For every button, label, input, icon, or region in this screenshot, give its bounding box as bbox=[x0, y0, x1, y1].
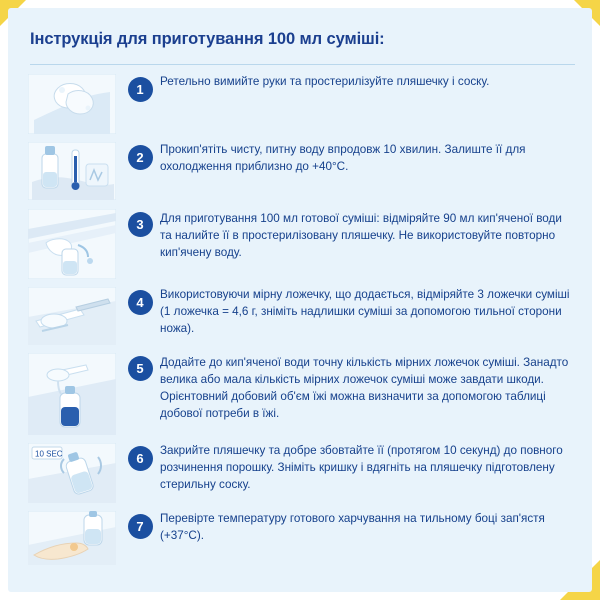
bottle-and-thermometer-icon bbox=[24, 142, 120, 200]
step-number: 7 bbox=[128, 514, 153, 539]
test-temperature-on-wrist-icon bbox=[24, 511, 120, 565]
step-number: 3 bbox=[128, 212, 153, 237]
step-text: Ретельно вимийте руки та простерилізуйте пляшечку і соску. bbox=[160, 75, 490, 88]
step-number-badge bbox=[120, 443, 160, 471]
list-item bbox=[24, 209, 584, 287]
steps-list bbox=[24, 74, 584, 571]
step-text: Прокип'ятіть чисту, питну воду впродовж 10 хвилин. Залиште її для охолодження приблизно до +40°C. bbox=[160, 143, 526, 173]
step-number-badge bbox=[120, 74, 160, 102]
washing-hands-icon bbox=[24, 74, 120, 134]
list-item bbox=[24, 142, 584, 209]
list-item bbox=[24, 353, 584, 443]
step-number: 1 bbox=[128, 77, 153, 102]
step-text: Для приготування 100 мл готової суміші: відміряйте 90 мл кип'яченої води та налийте її в простерилізовану пляшечку. Не використовуйте повторно кип'ячену воду. bbox=[160, 212, 562, 259]
step-number-badge bbox=[120, 142, 160, 170]
pouring-water-icon bbox=[24, 209, 120, 279]
measuring-spoon-level-icon bbox=[24, 287, 120, 345]
step-number: 2 bbox=[128, 145, 153, 170]
step-number: 5 bbox=[128, 356, 153, 381]
step-number: 6 bbox=[128, 446, 153, 471]
instruction-card bbox=[8, 8, 592, 592]
step-text: Закрийте пляшечку та добре збовтайте її (протягом 10 секунд) до повного розчинення порошку. Зніміть кришку і вдягніть на пляшечку підготовлену стерильну соску. bbox=[160, 444, 563, 491]
list-item bbox=[24, 443, 584, 511]
title-divider bbox=[30, 64, 575, 65]
list-item bbox=[24, 74, 584, 142]
step-number: 4 bbox=[128, 290, 153, 315]
step-number-badge bbox=[120, 353, 160, 381]
adding-powder-to-bottle-icon bbox=[24, 353, 120, 435]
step-number-badge bbox=[120, 287, 160, 315]
step-number-badge bbox=[120, 209, 160, 237]
shake-bottle-10-sec-icon bbox=[24, 443, 120, 503]
shake-timer-label: 10 SEC bbox=[35, 449, 63, 459]
step-number-badge bbox=[120, 511, 160, 539]
page-title: Інструкція для приготування 100 мл суміші: bbox=[30, 30, 385, 48]
step-text: Додайте до кип'яченої води точну кількість мірних ложечок суміші. Занадто велика або мала кількість мірних ложечок суміші може завдати шкоди. Орієнтовний добовий об'єм їжі можна визначити за допомогою таблиці добової потреби в їжі. bbox=[160, 356, 569, 420]
step-text: Використовуючи мірну ложечку, що додається, відміряйте 3 ложечки суміші (1 ложечка = 4,6 г, зніміть надлишки суміші за допомогою тильної сторони ножа). bbox=[160, 288, 570, 335]
list-item bbox=[24, 287, 584, 353]
list-item bbox=[24, 511, 584, 571]
step-text: Перевірте температуру готового харчування на тильному боці зап'ястя (+37°C). bbox=[160, 512, 545, 542]
